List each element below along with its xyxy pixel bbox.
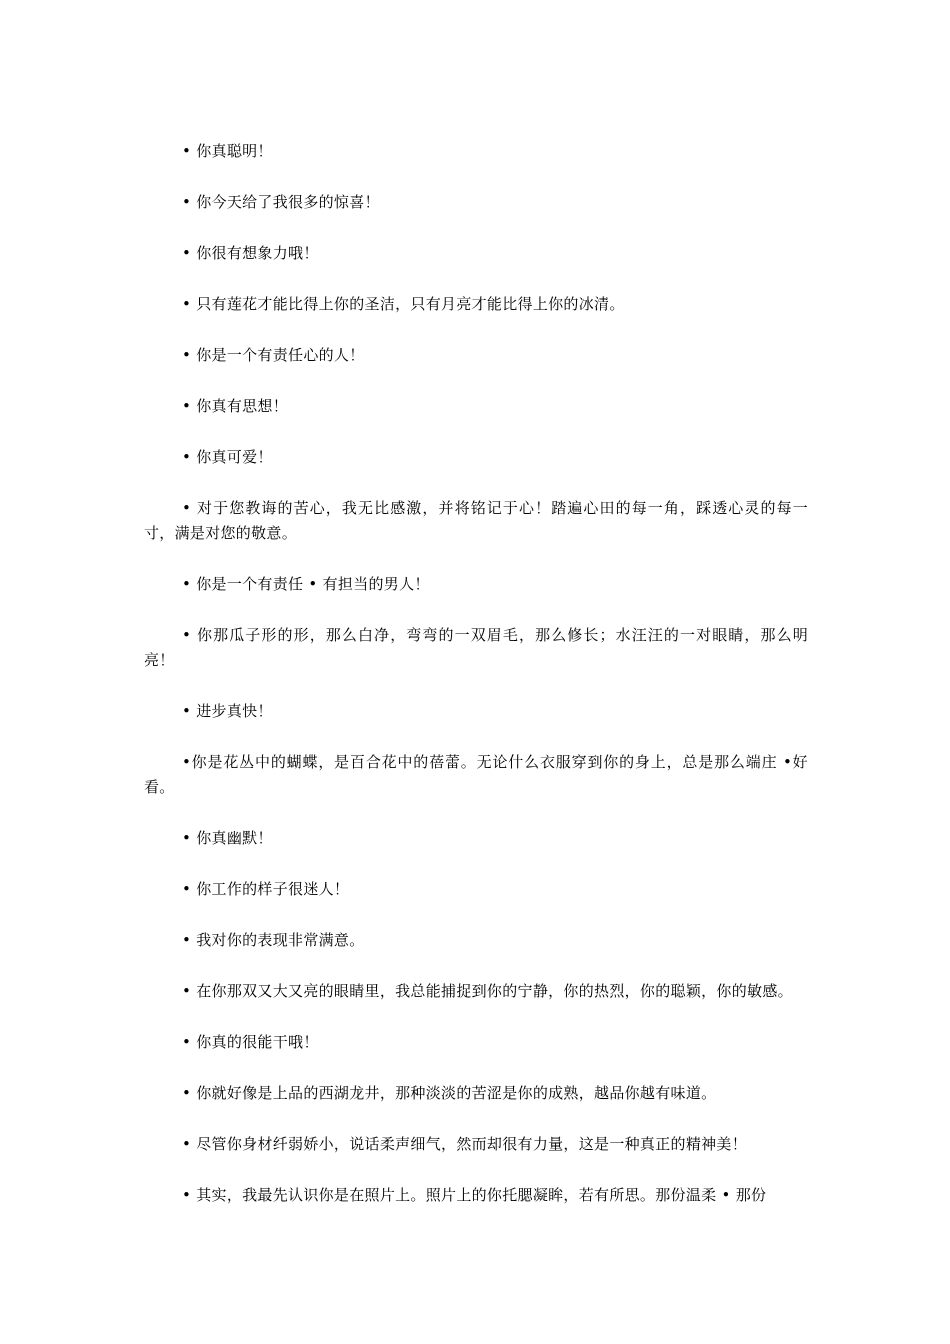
document-body [144,139,808,1234]
paragraph-15: • 我对你的表现非常满意。 [182,931,365,949]
paragraph-14: • 你工作的样子很迷人！ [182,880,350,898]
paragraph-13: • 你真幽默！ [182,829,273,847]
paragraph-12: •你是花丛中的蝴蝶，是百合花中的蓓蕾。无论什么衣服穿到你的身上，总是那么端庄 •好看。 [144,753,808,796]
paragraph-8: • 对于您教诲的苦心，我无比感激，并将铭记于心！踏遍心田的每一角，踩透心灵的每一寸，满是对您的敬意。 [144,499,808,542]
paragraph-4: • 只有莲花才能比得上你的圣洁，只有月亮才能比得上你的冰清。 [182,295,625,313]
paragraph-19: • 尽管你身材纤弱娇小，说话柔声细气，然而却很有力量，这是一种真正的精神美！ [182,1135,748,1153]
paragraph-20: • 其实，我最先认识你是在照片上。照片上的你托腮凝眸，若有所思。那份温柔 • 那份 [182,1186,767,1204]
paragraph-17: • 你真的很能干哦！ [182,1033,319,1051]
paragraph-11: • 进步真快！ [182,702,273,720]
paragraph-18: • 你就好像是上品的西湖龙井，那种淡淡的苦涩是你的成熟，越品你越有味道。 [182,1084,717,1102]
paragraph-6: • 你真有思想！ [182,397,289,415]
paragraph-16: • 在你那双又大又亮的眼睛里，我总能捕捉到你的宁静，你的热烈，你的聪颖，你的敏感。 [182,982,793,1000]
paragraph-10: • 你那瓜子形的形，那么白净，弯弯的一双眉毛，那么修长；水汪汪的一对眼睛，那么明亮！ [144,626,808,669]
paragraph-5: • 你是一个有责任心的人！ [182,346,365,364]
paragraph-7: • 你真可爱！ [182,448,273,466]
paragraph-9: • 你是一个有责任 • 有担当的男人！ [182,575,430,593]
paragraph-2: • 你今天给了我很多的惊喜！ [182,193,380,211]
paragraph-3: • 你很有想象力哦！ [182,244,319,262]
paragraph-1: • 你真聪明！ [182,142,273,160]
